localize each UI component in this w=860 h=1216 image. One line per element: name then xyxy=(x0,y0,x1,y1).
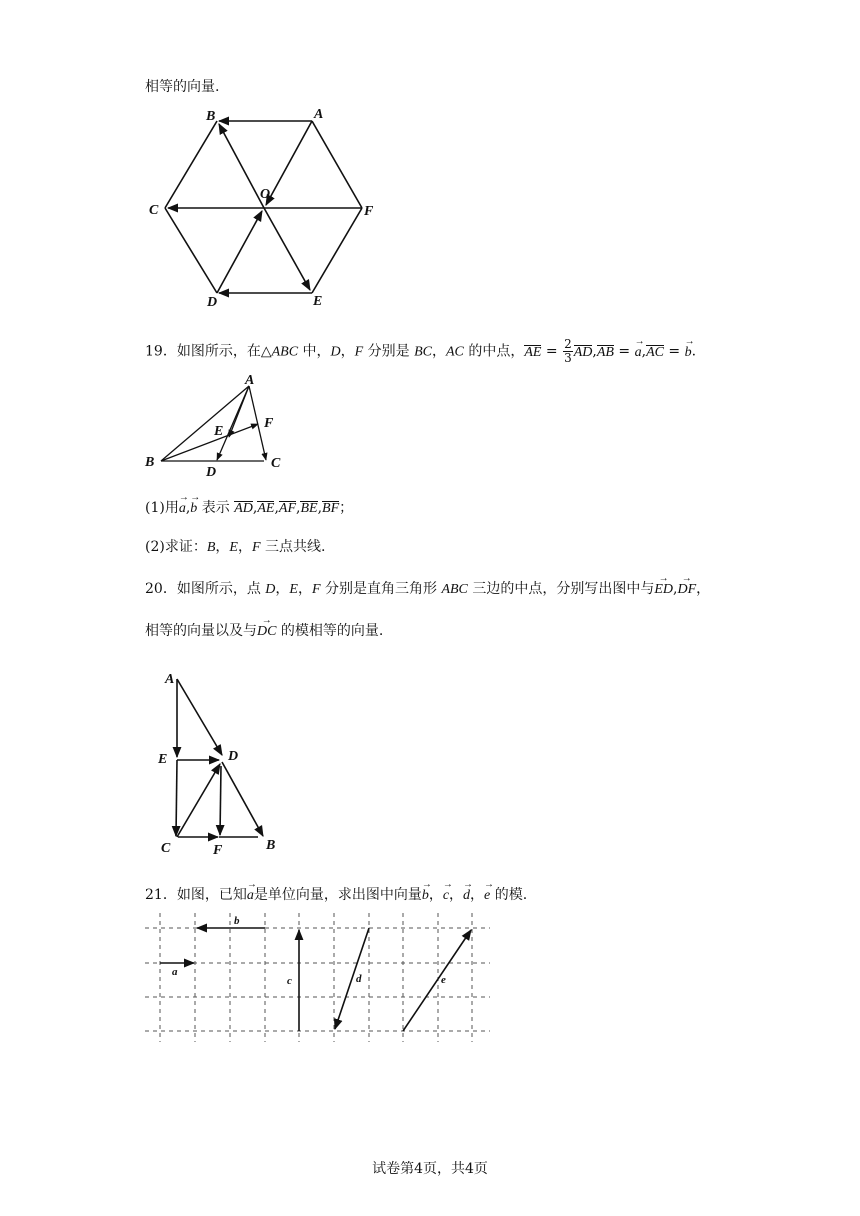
tri19-label-e: E xyxy=(214,424,224,439)
tri20-label-d: D xyxy=(228,749,239,764)
grid-label-d: d xyxy=(356,973,362,985)
sub2-g: 三点共线. xyxy=(260,539,326,555)
q20-stem-line2 xyxy=(145,615,384,640)
frac-num: 2 xyxy=(564,337,572,351)
q20-stem: 20．如图所示，点 D，E，F 分别是直角三角形 ABC 三边的中点，分别写出图中与 → ED, → DF， xyxy=(145,573,711,597)
sub1-vec-ae: AE xyxy=(257,501,275,516)
q21-text-a: 如图，已知 xyxy=(176,887,247,903)
sub1-vec-a: → a xyxy=(178,492,189,516)
tri19-label-a: A xyxy=(245,373,255,388)
sub1-vec-b-letter: b xyxy=(190,501,198,516)
q20-text-c: ， xyxy=(275,581,290,597)
sub1-mid: 表示 xyxy=(197,500,235,516)
hex-label-d: D xyxy=(207,295,218,310)
tri20-label-e: E xyxy=(158,752,168,767)
vec-b-letter: b xyxy=(684,344,692,360)
q21-vec-b-letter: b xyxy=(421,888,429,903)
sub2-d: E xyxy=(229,540,238,555)
q21-vec-e: → e xyxy=(484,879,495,903)
q20-number: 20． xyxy=(145,581,177,597)
grid-label-e: e xyxy=(441,974,446,986)
hex-label-a: A xyxy=(314,107,324,122)
intro-tail: 相等的向量. xyxy=(145,79,220,95)
q19-text-f: F xyxy=(354,344,364,360)
q20-text-f: F xyxy=(311,582,321,597)
page-footer: 试卷第4页，共4页 xyxy=(372,1161,488,1177)
q19-eq-a: = xyxy=(613,343,635,360)
q21-vec-a-letter: a xyxy=(246,888,254,903)
q21-sep1: ， xyxy=(428,887,443,903)
q20-text-i: 三边的中点，分别写出图中与 xyxy=(467,581,655,597)
q19-eq-b: = xyxy=(663,343,685,360)
q21-sep2: ， xyxy=(449,887,464,903)
q21-sep3: ， xyxy=(470,887,485,903)
vec-a: → a xyxy=(634,335,645,360)
q20-text-e: ， xyxy=(297,581,312,597)
q21-vec-e-letter: e xyxy=(484,888,491,903)
q21-vec-c: → c xyxy=(442,879,453,903)
vec-a-letter: a xyxy=(634,344,642,360)
q19-text-g: 分别是 xyxy=(363,343,415,360)
hex-label-o: O xyxy=(260,187,271,202)
frac-den: 3 xyxy=(564,351,572,365)
q19-text-j: AC xyxy=(446,344,464,360)
hex-label-e: E xyxy=(313,294,323,309)
q20-text-d: E xyxy=(289,582,298,597)
q19-text-d: D xyxy=(330,344,341,360)
tri20-label-c: C xyxy=(161,841,171,856)
q19-stem: 19．如图所示，在△ABC 中，D，F 分别是 BC，AC 的中点，AE = $\frac{2}{3}$ AD,AB = → a,AC = → b. xyxy=(145,335,697,365)
triangle-abc-figure xyxy=(140,365,290,477)
q19-text-e: ， xyxy=(340,343,355,360)
q19-text-h: BC xyxy=(414,344,432,360)
hex-label-c: C xyxy=(149,203,159,218)
q20-vec-df: → DF xyxy=(677,573,697,597)
grid-vectors-figure xyxy=(140,910,495,1045)
q20-text-h: ABC xyxy=(441,582,468,597)
grid-label-c: c xyxy=(287,975,292,987)
hex-label-f: F xyxy=(364,204,374,219)
vec-ad: AD xyxy=(573,344,593,360)
q19-end: . xyxy=(691,343,697,360)
tri19-label-b: B xyxy=(145,455,155,470)
tri19-label-c: C xyxy=(271,456,281,471)
tri20-label-a: A xyxy=(165,672,175,687)
q19-text-k: 的中点， xyxy=(463,343,525,360)
q21-vec-a: → a xyxy=(246,879,257,903)
q20-line2-a: 相等的向量以及与 xyxy=(145,623,257,639)
q21-number: 21． xyxy=(145,887,177,903)
sub2-a: (2)求证： xyxy=(145,539,207,555)
q19-text-i: ， xyxy=(432,343,446,360)
tri20-label-b: B xyxy=(266,838,276,853)
q19-number: 19． xyxy=(145,343,177,360)
sub1-vec-b: → b xyxy=(190,492,201,516)
tri19-label-f: F xyxy=(264,416,274,431)
sub1-end: ； xyxy=(339,500,354,516)
sub2-c: ， xyxy=(215,539,230,555)
sub1-vec-bf: BF xyxy=(322,501,340,516)
q21-text-c: 的模. xyxy=(490,887,528,903)
q20-vec-dc: → DC xyxy=(257,615,277,639)
q21-vec-b: → b xyxy=(421,879,432,903)
q21-vec-d-letter: d xyxy=(463,888,471,903)
q19-eq: = xyxy=(541,343,563,360)
vec-ac: AC xyxy=(646,344,664,360)
q21-stem xyxy=(145,879,528,904)
q21-text-b: 是单位向量，求出图中向量 xyxy=(253,887,422,903)
grid-label-b: b xyxy=(234,915,240,927)
sub1-vec-af: AF xyxy=(278,501,296,516)
q20-vec-dc-letters: DC xyxy=(257,624,277,639)
q20-text-a: 如图所示，点 xyxy=(176,581,266,597)
q21-vec-d: → d xyxy=(463,879,474,903)
q19-sub2 xyxy=(145,536,325,556)
q20-end-a: ， xyxy=(696,581,711,597)
vec-b: → b xyxy=(684,335,695,360)
q20-text-b: D xyxy=(265,582,276,597)
sub2-f: F xyxy=(251,540,261,555)
q20-text-g: 分别是直角三角形 xyxy=(320,581,442,597)
q19-text-a: 如图所示，在△ xyxy=(176,343,272,360)
tri19-label-d: D xyxy=(206,465,217,477)
sub1-prefix: (1)用 xyxy=(145,500,179,516)
vec-ae: AE xyxy=(524,344,542,360)
vec-ab: AB xyxy=(596,344,614,360)
sub2-e: ， xyxy=(237,539,252,555)
q20-line2-b: 的模相等的向量. xyxy=(276,623,384,639)
q20-vec-ed: → ED xyxy=(654,573,674,597)
sub2-b: B xyxy=(206,540,216,555)
q20-vec-ed-letters: ED xyxy=(654,582,674,597)
q19-text-b: ABC xyxy=(271,344,299,360)
q19-sub1: (1)用 → a, → b 表示 AD,AE,AF,BE,BF； xyxy=(145,492,354,516)
grid-label-a: a xyxy=(172,966,178,978)
q20-vec-df-letters: DF xyxy=(677,582,697,597)
sub1-vec-be: BE xyxy=(300,501,318,516)
right-triangle-figure xyxy=(150,665,290,860)
sub1-vec-a-letter: a xyxy=(178,501,186,516)
fraction-two-thirds xyxy=(563,338,573,365)
hex-label-b: B xyxy=(206,109,216,124)
hexagon-figure xyxy=(140,100,390,312)
sub1-vec-ad: AD xyxy=(234,501,253,516)
q21-vec-c-letter: c xyxy=(442,888,450,903)
tri20-label-f: F xyxy=(213,843,223,858)
q19-text-c: 中， xyxy=(298,343,331,360)
